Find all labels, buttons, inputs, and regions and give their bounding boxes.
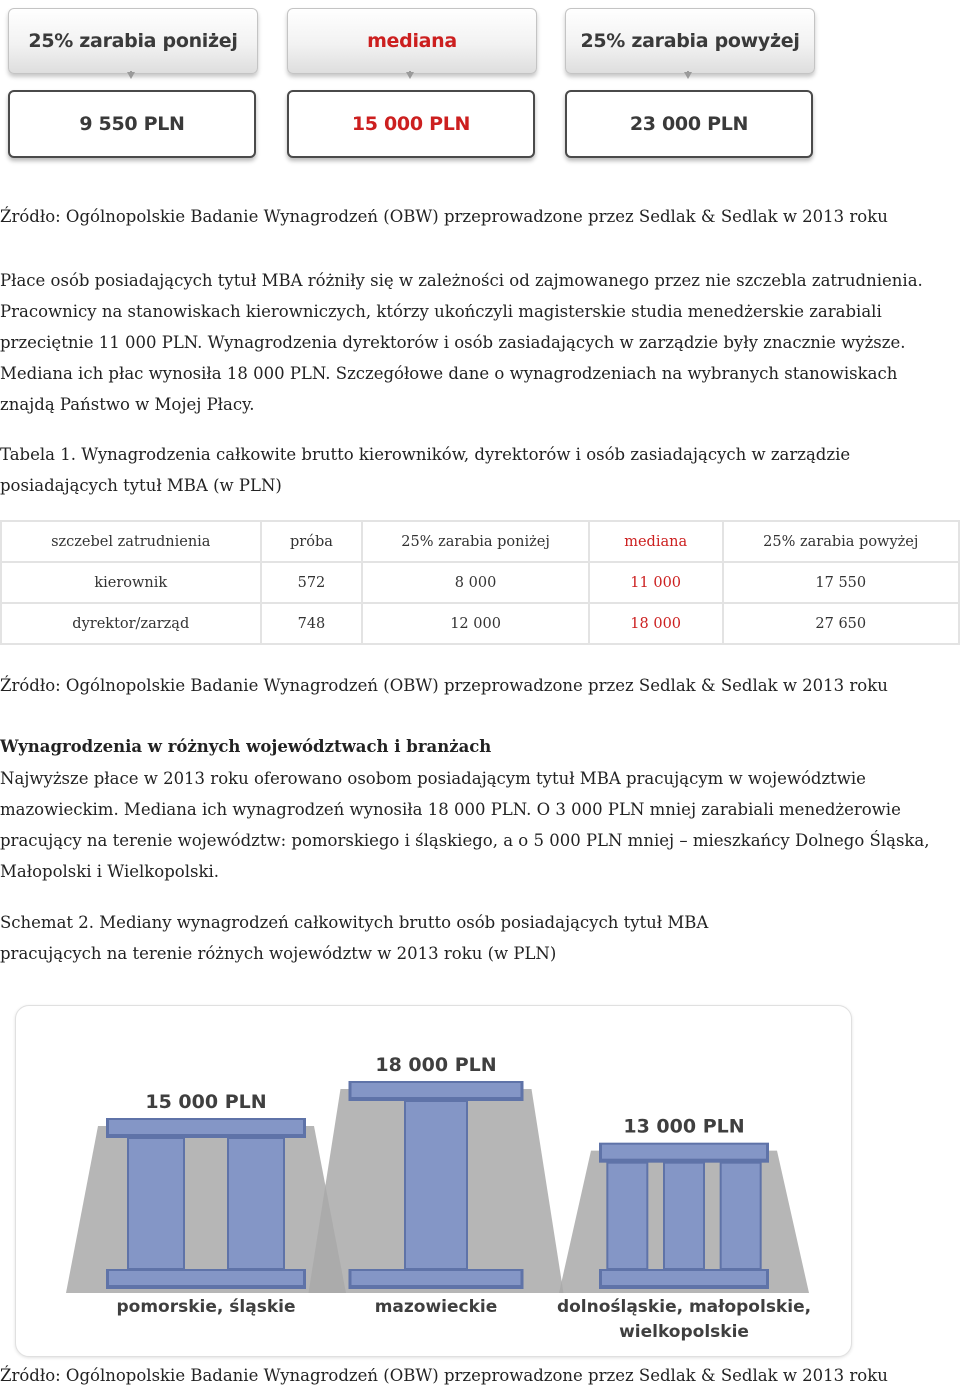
source-note: Źródło: Ogólnopolskie Badanie Wynagrodzeń (OBW) przeprowadzone przez Sedlak & Sedlak w 2013 roku	[0, 1366, 888, 1385]
pillar-capital-face	[602, 1145, 766, 1159]
value-box-median	[287, 90, 535, 158]
label-text: 25% zarabia poniżej	[28, 30, 238, 52]
paragraph-line: przeciętnie 11 000 PLN. Wynagrodzenia dyrektorów i osób zasiadających w zarządzie były znacznie wyższe.	[0, 333, 906, 352]
table-header-cell: 25% zarabia powyżej	[723, 521, 959, 562]
pillar-shaft	[607, 1163, 647, 1269]
table-cell: 8 000	[362, 562, 588, 603]
label-box-upper-quartile	[565, 8, 815, 74]
label-text: 25% zarabia powyżej	[580, 30, 800, 52]
pillar-category-label: wielkopolskie	[619, 1322, 749, 1342]
paragraph-line: Płace osób posiadających tytuł MBA różniły się w zależności od zajmowanego przez nie szczebla zatrudnienia.	[0, 271, 923, 290]
section-heading: Wynagrodzenia w różnych województwach i branżach	[0, 737, 492, 756]
table-header-cell: 25% zarabia poniżej	[362, 521, 588, 562]
pillar-category-label: mazowieckie	[374, 1297, 498, 1317]
label-text: mediana	[367, 30, 457, 52]
paragraph-line: Pracownicy na stanowiskach kierowniczych, którzy ukończyli magisterskie studia menedżerskie zarabiali	[0, 302, 882, 321]
value-box-upper-quartile	[565, 90, 813, 158]
pillar-value-label: 15 000 PLN	[145, 1091, 267, 1113]
table-header-cell: szczebel zatrudnienia	[1, 521, 261, 562]
paragraph-line: Mediana ich płac wynosiła 18 000 PLN. Szczegółowe dane o wynagrodzeniach na wybranych stanowiskach	[0, 364, 898, 383]
salary-table	[0, 520, 960, 645]
value-text: 9 550 PLN	[79, 113, 185, 135]
table-cell: kierownik	[1, 562, 261, 603]
pillar-base-face	[352, 1271, 521, 1285]
down-arrow-icon	[684, 72, 692, 79]
table-header-cell: mediana	[589, 521, 723, 562]
pillar-capital-face	[352, 1083, 521, 1097]
pillar-base-face	[109, 1271, 303, 1285]
pillar-shaft	[405, 1101, 467, 1269]
table-cell: 748	[261, 603, 363, 644]
paragraph-regions	[0, 763, 955, 887]
regional-median-chart	[15, 1005, 852, 1357]
table-row	[1, 603, 959, 644]
pillar-group	[309, 1081, 564, 1293]
table-cell: 11 000	[589, 562, 723, 603]
label-box-median	[287, 8, 537, 74]
table-row	[1, 562, 959, 603]
paragraph-line: Małopolski i Wielkopolski.	[0, 862, 219, 881]
pillar-value-label: 18 000 PLN	[375, 1054, 497, 1076]
down-arrow-icon	[127, 72, 135, 79]
source-note: Źródło: Ogólnopolskie Badanie Wynagrodzeń (OBW) przeprowadzone przez Sedlak & Sedlak w 2013 roku	[0, 207, 888, 226]
caption-line: Tabela 1. Wynagrodzenia całkowite brutto kierowników, dyrektorów i osób zasiadających w zarządzie	[0, 445, 851, 464]
table-cell: 572	[261, 562, 363, 603]
value-text: 23 000 PLN	[629, 113, 749, 135]
down-arrow-icon	[406, 72, 414, 79]
paragraph-line: znajdą Państwo w Mojej Płacy.	[0, 395, 255, 414]
pillar-shaft	[721, 1163, 761, 1269]
value-box-lower-quartile	[8, 90, 256, 158]
pillar-group	[66, 1118, 346, 1293]
paragraph-line: pracujący na terenie województw: pomorskiego i śląskiego, a o 5 000 PLN mniej – mieszkańcy Dolnego Śląska,	[0, 831, 930, 850]
paragraph-line: Najwyższe płace w 2013 roku oferowano osobom posiadającym tytuł MBA pracującym w województwie	[0, 769, 866, 788]
table-cell: dyrektor/zarząd	[1, 603, 261, 644]
pillar-backdrop	[66, 1126, 346, 1293]
pillar-group	[559, 1143, 809, 1293]
table-header-row	[1, 521, 959, 562]
pillar-shaft	[228, 1138, 284, 1269]
pillar-shaft	[664, 1163, 704, 1269]
caption-line: Schemat 2. Mediany wynagrodzeń całkowitych brutto osób posiadających tytuł MBA	[0, 913, 709, 932]
value-text: 15 000 PLN	[351, 113, 471, 135]
pillar-category-label: pomorskie, śląskie	[116, 1297, 296, 1317]
table-cell: 12 000	[362, 603, 588, 644]
table-caption	[0, 439, 955, 501]
pillar-category-label: dolnośląskie, małopolskie,	[556, 1297, 812, 1317]
pillar-chart-svg	[16, 1006, 851, 1356]
pillar-shaft	[128, 1138, 184, 1269]
label-box-lower-quartile	[8, 8, 258, 74]
caption-line: posiadających tytuł MBA (w PLN)	[0, 476, 282, 495]
caption-line: pracujących na terenie różnych województw w 2013 roku (w PLN)	[0, 944, 557, 963]
pillar-capital-face	[109, 1120, 303, 1134]
pillar-value-label: 13 000 PLN	[623, 1115, 745, 1138]
table-cell: 18 000	[589, 603, 723, 644]
table-cell: 27 650	[723, 603, 959, 644]
paragraph-line: mazowieckim. Mediana ich wynagrodzeń wynosiła 18 000 PLN. O 3 000 PLN mniej zarabiali menedżerowie	[0, 800, 901, 819]
source-note: Źródło: Ogólnopolskie Badanie Wynagrodzeń (OBW) przeprowadzone przez Sedlak & Sedlak w 2013 roku	[0, 676, 888, 695]
pillar-base-face	[602, 1271, 766, 1285]
table-cell: 17 550	[723, 562, 959, 603]
table-header-cell: próba	[261, 521, 363, 562]
schema-caption	[0, 907, 955, 969]
paragraph-mba-salaries	[0, 265, 955, 420]
